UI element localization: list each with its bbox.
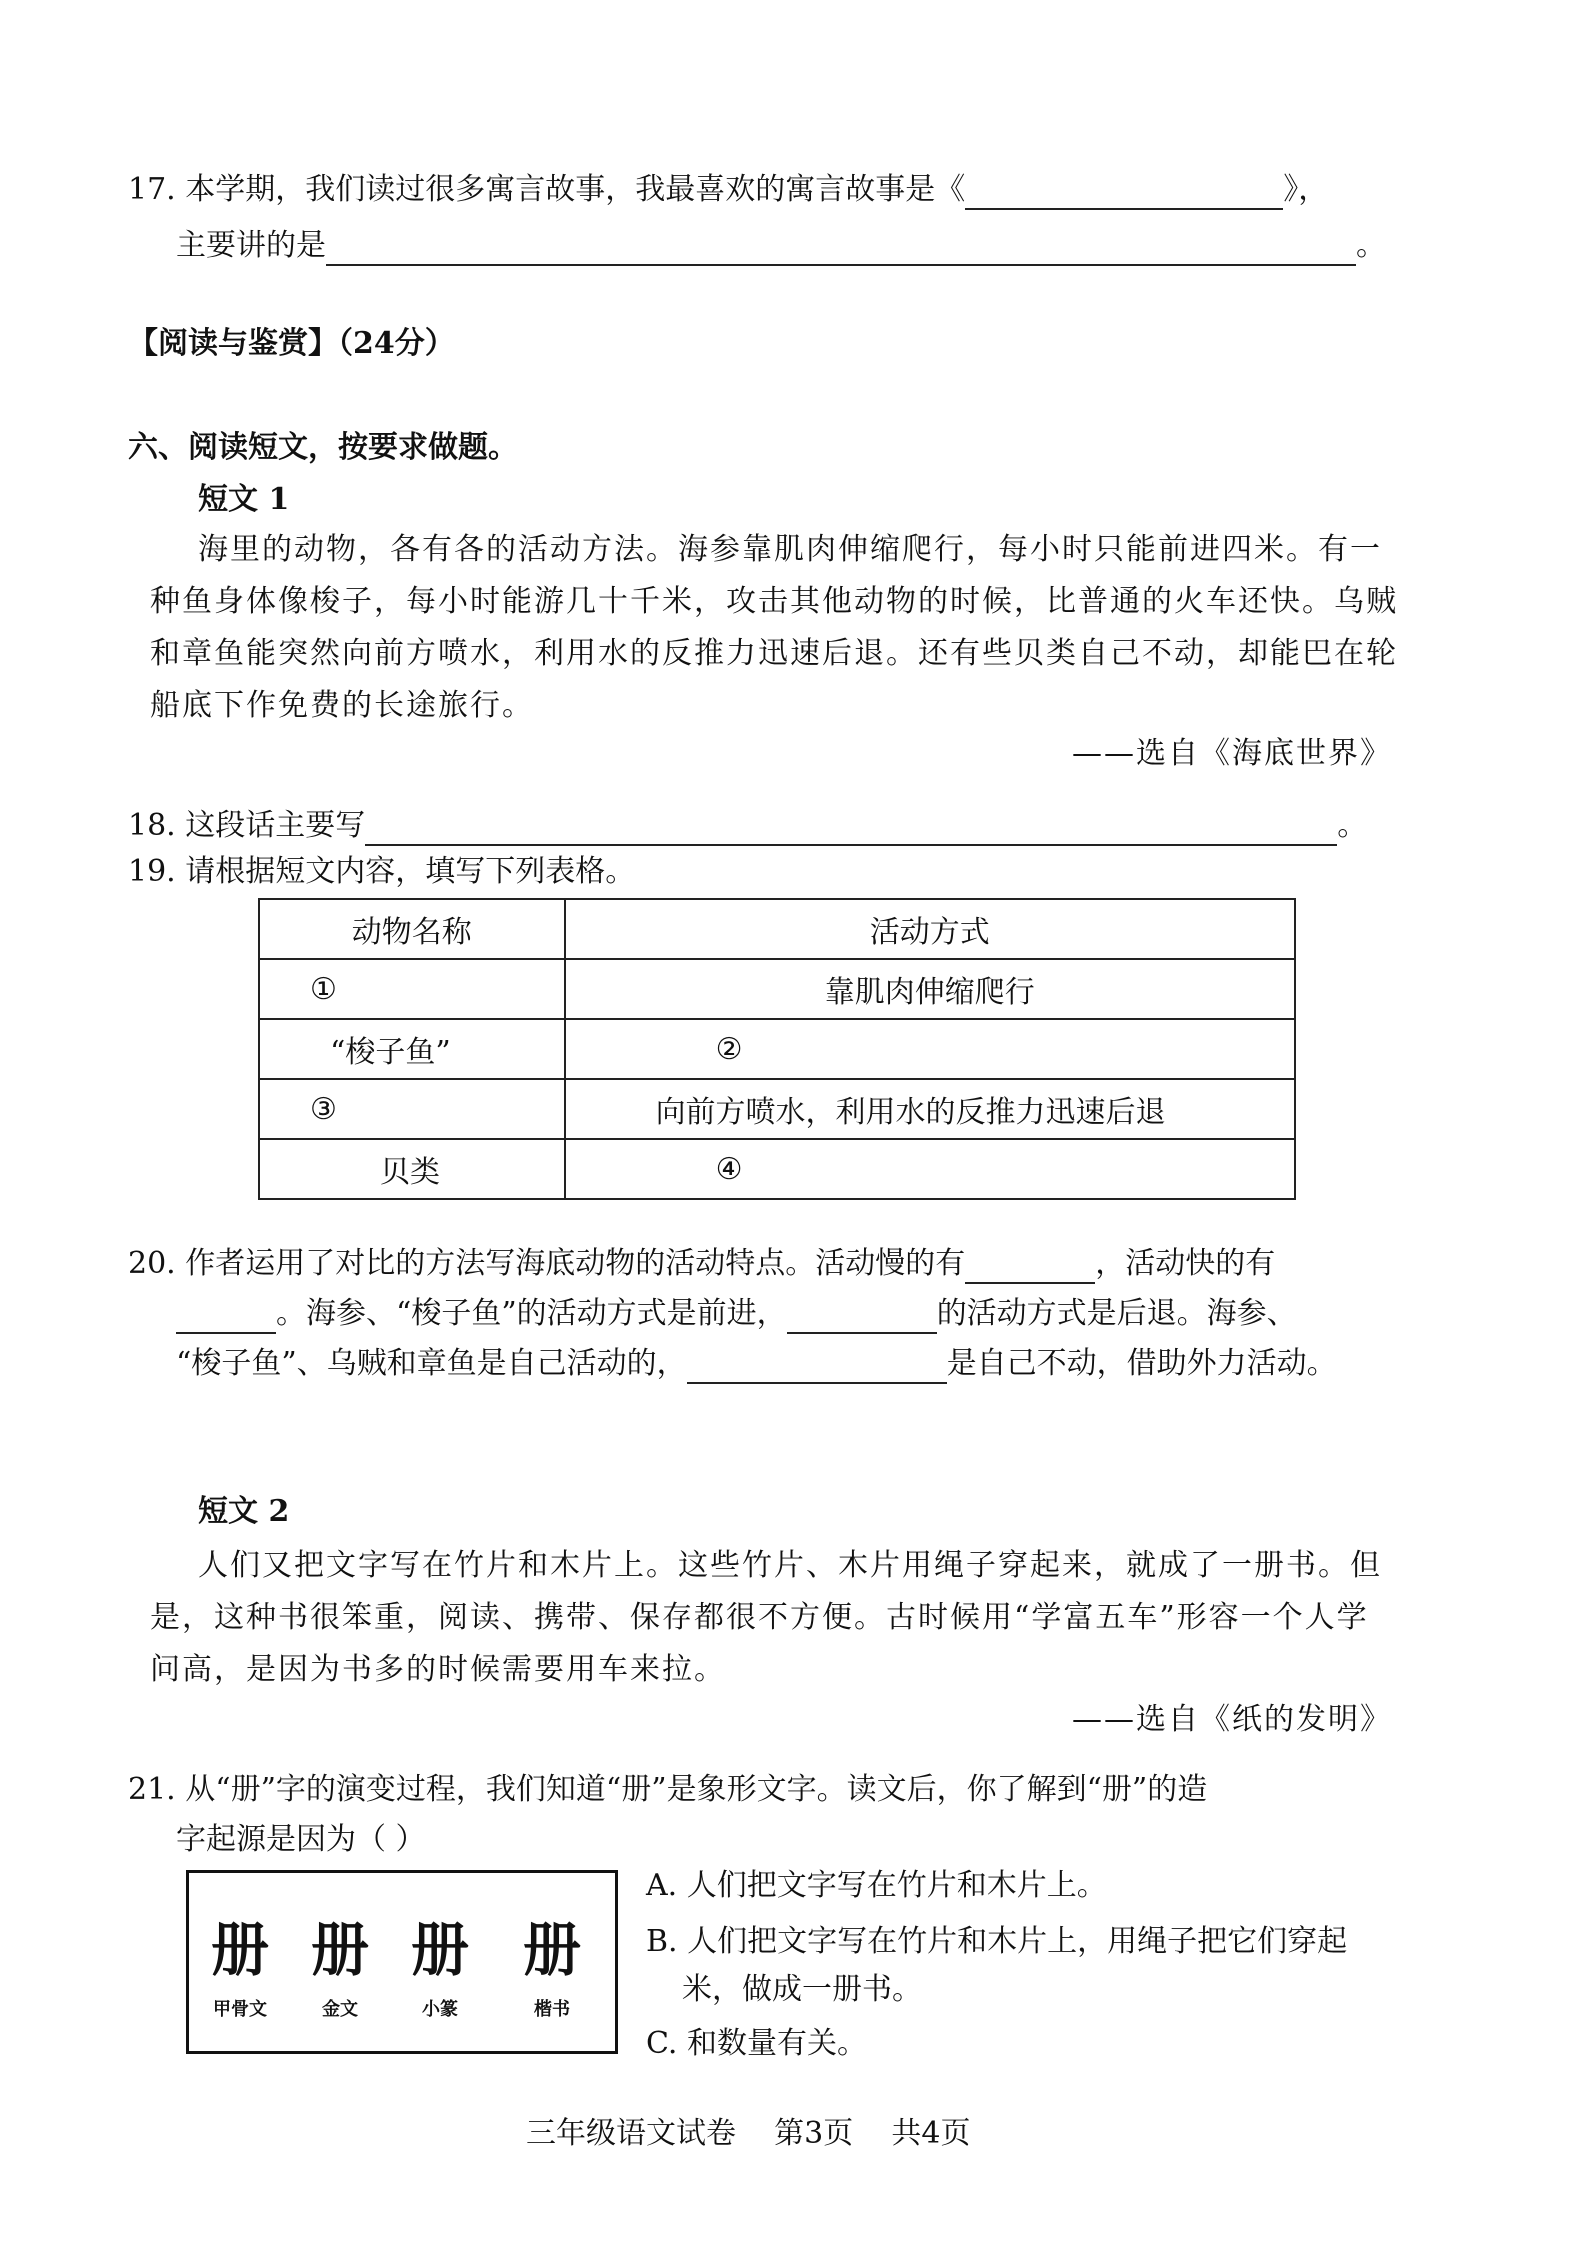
table-cell-movement[interactable]: ④ bbox=[565, 1139, 1295, 1199]
q20-text: 是自己不动，借助外力活动。 bbox=[946, 1346, 1337, 1381]
passage1-line: 和章鱼能突然向前方喷水，利用水的反推力迅速后退。还有些贝类自己不动，却能巴在轮 bbox=[150, 636, 1398, 671]
q21-option-c[interactable]: C. 和数量有关。 bbox=[646, 2026, 867, 2061]
q21-line2: 字起源是因为（ ） bbox=[176, 1822, 426, 1857]
passage1-line: 种鱼身体像梭子，每小时能游几十千米，攻击其他动物的时候，比普通的火车还快。乌贼 bbox=[150, 584, 1398, 619]
q17-line2-suffix: 。 bbox=[1356, 228, 1386, 263]
glyph-label: 楷书 bbox=[534, 1999, 570, 2020]
q21-line1: 21. 从“册”字的演变过程，我们知道“册”是象形文字。读文后，你了解到“册”的造 bbox=[128, 1772, 1208, 1807]
passage1-source: ——选自《海底世界》 bbox=[1072, 736, 1392, 771]
q20-blank-slow[interactable] bbox=[965, 1252, 1095, 1284]
part6-title: 六、阅读短文，按要求做题。 bbox=[128, 430, 518, 465]
glyph-label: 甲骨文 bbox=[213, 1999, 267, 2020]
q20-text: 的活动方式是后退。海参、 bbox=[936, 1296, 1297, 1331]
q17-line2-text: 主要讲的是 bbox=[176, 228, 326, 263]
q17-suffix: 》， bbox=[1283, 172, 1329, 207]
passage2-line: 问高，是因为书多的时候需要用车来拉。 bbox=[150, 1652, 726, 1687]
passage2-title: 短文 2 bbox=[198, 1494, 290, 1529]
table-header-movement: 活动方式 bbox=[565, 899, 1295, 959]
table-cell-animal: “梭子鱼” bbox=[259, 1019, 565, 1079]
passage1-line: 海里的动物，各有各的活动方法。海参靠肌肉伸缩爬行，每小时只能前进四米。有一 bbox=[198, 532, 1382, 567]
table-cell-animal: 贝类 bbox=[259, 1139, 565, 1199]
passage1-title: 短文 1 bbox=[198, 482, 290, 517]
q20-blank-backward[interactable] bbox=[787, 1302, 937, 1334]
q20-text: “梭子鱼”、乌贼和章鱼是自己活动的， bbox=[176, 1346, 687, 1381]
table-cell-movement: 靠肌肉伸缩爬行 bbox=[565, 959, 1295, 1019]
q18 bbox=[128, 806, 1367, 846]
q20-line2 bbox=[176, 1294, 1297, 1334]
glyph-label: 小篆 bbox=[422, 1999, 458, 2020]
q17-text: 17. 本学期，我们读过很多寓言故事，我最喜欢的寓言故事是《 bbox=[128, 172, 966, 207]
table-cell-animal[interactable]: ① bbox=[259, 959, 565, 1019]
glyph-jiaguwen: 册 bbox=[210, 1916, 269, 1984]
table-cell-movement: 向前方喷水，利用水的反推力迅速后退 bbox=[565, 1079, 1295, 1139]
q20-text: 。海参、“梭子鱼”的活动方式是前进， bbox=[276, 1296, 787, 1331]
passage2-line: 人们又把文字写在竹片和木片上。这些竹片、木片用绳子穿起来，就成了一册书。但 bbox=[198, 1548, 1382, 1583]
q20-line3 bbox=[176, 1344, 1337, 1384]
table-header-animal: 动物名称 bbox=[259, 899, 565, 959]
q20-blank-fast[interactable] bbox=[176, 1302, 276, 1334]
passage2-line: 是，这种书很笨重，阅读、携带、保存都很不方便。古时候用“学富五车”形容一个人学 bbox=[150, 1600, 1369, 1635]
table-row bbox=[259, 1079, 1295, 1139]
q19-prompt: 19. 请根据短文内容，填写下列表格。 bbox=[128, 854, 636, 889]
table-cell-animal[interactable]: ③ bbox=[259, 1079, 565, 1139]
q20-blank-passive[interactable] bbox=[687, 1352, 947, 1384]
q21-option-b-cont: 米，做成一册书。 bbox=[682, 1972, 922, 2007]
q19-table bbox=[258, 898, 1296, 1200]
q17-blank-title[interactable] bbox=[965, 178, 1283, 210]
glyph-kaishu: 册 bbox=[522, 1916, 581, 1984]
glyph-jinwen: 册 bbox=[310, 1916, 369, 1984]
table-row bbox=[259, 1019, 1295, 1079]
q18-suffix: 。 bbox=[1337, 808, 1368, 843]
q21-option-a[interactable]: A. 人们把文字写在竹片和木片上。 bbox=[646, 1868, 1107, 1903]
table-row bbox=[259, 959, 1295, 1019]
passage2-source: ——选自《纸的发明》 bbox=[1072, 1702, 1392, 1737]
glyph-xiaozhuan: 册 bbox=[410, 1916, 469, 1984]
q17-line2 bbox=[176, 226, 1386, 266]
q20-text: ，活动快的有 bbox=[1095, 1246, 1276, 1281]
q18-text: 18. 这段话主要写 bbox=[128, 808, 366, 843]
passage1-line: 船底下作免费的长途旅行。 bbox=[150, 688, 534, 723]
q20-line1 bbox=[128, 1244, 1275, 1284]
glyph-label: 金文 bbox=[322, 1999, 358, 2020]
table-cell-movement[interactable]: ② bbox=[565, 1019, 1295, 1079]
character-evolution-box bbox=[186, 1870, 618, 2054]
table-row bbox=[259, 1139, 1295, 1199]
q21-option-b[interactable]: B. 人们把文字写在竹片和木片上，用绳子把它们穿起 bbox=[646, 1924, 1348, 1959]
page-footer: 三年级语文试卷 第3页 共4页 bbox=[526, 2116, 971, 2151]
q18-blank[interactable] bbox=[365, 814, 1337, 846]
section-header: 【阅读与鉴赏】（24分） bbox=[128, 326, 455, 361]
q20-text: 20. 作者运用了对比的方法写海底动物的活动特点。活动慢的有 bbox=[128, 1246, 966, 1281]
q17-line1 bbox=[128, 170, 1328, 210]
q17-blank-summary[interactable] bbox=[326, 234, 1356, 266]
table-header-row bbox=[259, 899, 1295, 959]
